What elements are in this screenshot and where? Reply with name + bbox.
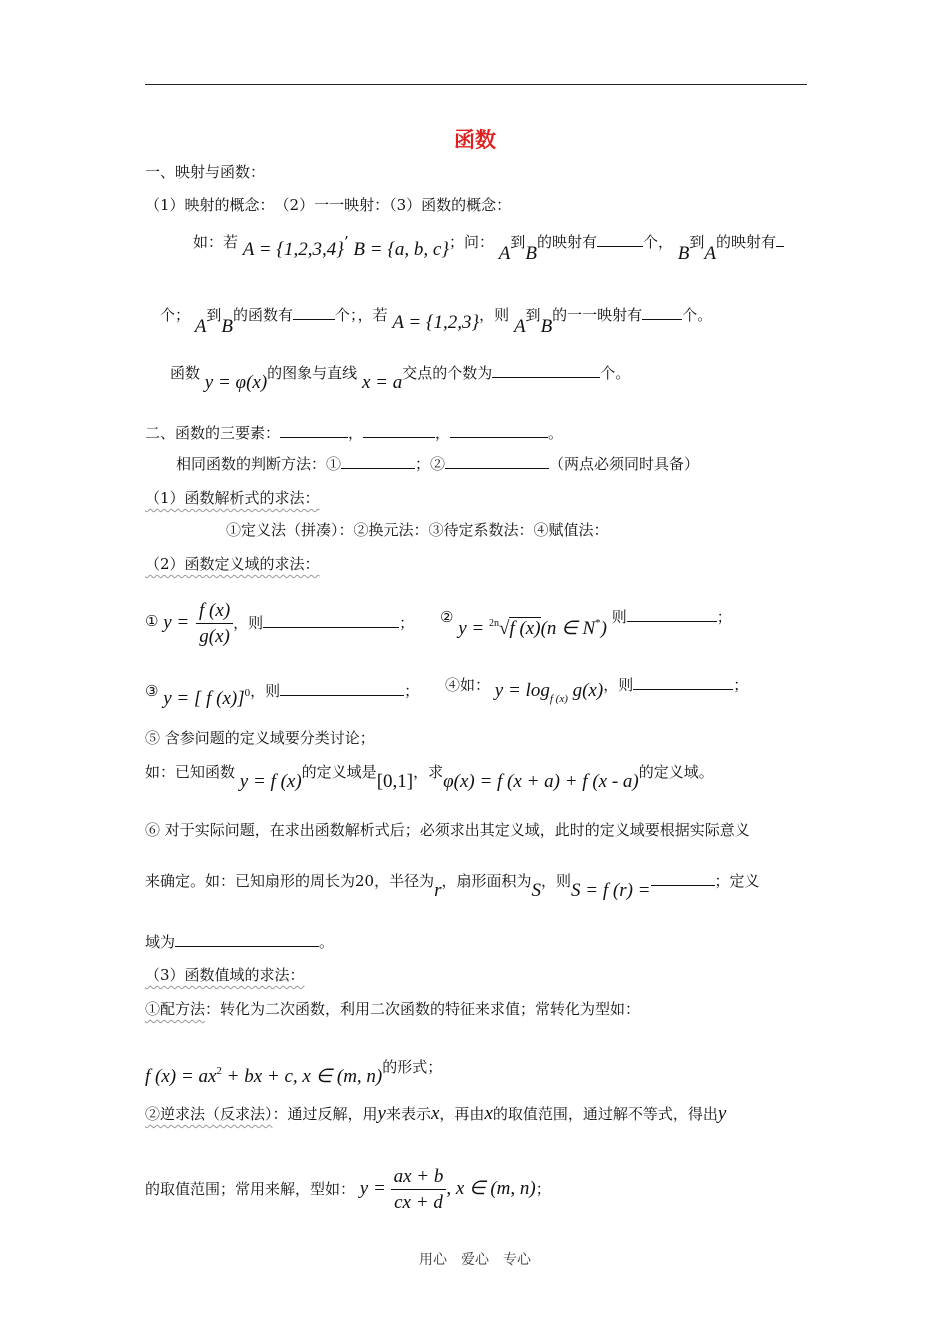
domain-case-6-line-3: 域为 。 xyxy=(145,933,335,951)
domain-case-6-line-2: 来确定。如：已知扇形的周长为20，半径为r，扇形面积为S，则S = f (r) = ；定义 xyxy=(145,872,760,901)
set-b-formula: B = {a, b, c} xyxy=(353,239,449,260)
line-x-eq-a: x = a xyxy=(361,372,403,393)
domain-case-5-example: 如：已知函数 y = f (x)的定义域是[0,1]，求φ(x) = f (x + a) + f (x - a)的定义域。 xyxy=(145,763,714,792)
domain-case-4: ④如： $y = \log_{f (x)} g(x)$，则 ； xyxy=(445,676,749,705)
range-method-1-form: f $(x) = ax^2$ + bx + c, x ∈ (m, n)的形式； xyxy=(145,1058,443,1087)
domain-case-2: ② y = $^{2n}$√f (x)(n ∈ N*) 则 ； xyxy=(440,608,732,639)
answer-blank[interactable] xyxy=(280,423,348,438)
answer-blank[interactable] xyxy=(627,607,717,622)
answer-blank[interactable] xyxy=(445,454,549,469)
answer-blank[interactable] xyxy=(293,305,335,320)
expression-methods-list: ①定义法（拼凑）：②换元法：③待定系数法：④赋值法： xyxy=(226,521,609,539)
answer-blank[interactable] xyxy=(492,363,600,378)
answer-blank[interactable] xyxy=(280,681,404,696)
answer-blank[interactable] xyxy=(363,423,435,438)
answer-blank[interactable] xyxy=(651,871,715,886)
fraction-f-over-g: $\frac{f (x)}{g(x)}$ xyxy=(196,600,233,648)
quadratic-form-formula: f $(x) = ax^2$ + bx + c, x ∈ (m, n) xyxy=(145,1065,383,1087)
range-method-2-line-2: 的取值范围；常用来解，型如： y = $\frac{ax + b}{cx + d}$ , x ∈ (m, n)； xyxy=(145,1166,551,1213)
mapping-example-line-1: 如：若 A = {1,2,3,4}’ B = {a, b, c}；问： A到B的映射有 个， B到A的映射有 xyxy=(193,231,784,253)
domain-case-6-line-1: ⑥ 对于实际问题，在求出函数解析式后；必须求出其定义域，此时的定义域要根据实际意义 xyxy=(145,821,750,839)
expression-methods-heading: （1）函数解析式的求法： xyxy=(145,489,320,507)
section-1-subtopics: （1）映射的概念： （2）一一映射：（3）函数的概念： xyxy=(145,196,512,214)
answer-blank[interactable] xyxy=(633,675,733,690)
domain-case-5: ⑤ 含参问题的定义域要分类讨论； xyxy=(145,729,375,747)
header-rule xyxy=(145,84,807,85)
range-methods-heading: （3）函数值域的求法： xyxy=(145,966,305,984)
range-method-2: ②逆求法（反求法）：通过反解，用y来表示x，再由x的取值范围，通过解不等式，得出y xyxy=(145,1103,727,1124)
answer-blank[interactable] xyxy=(776,232,784,247)
range-method-1: ①配方法：转化为二次函数，利用二次函数的特征来求值；常转化为型如： xyxy=(145,1000,641,1018)
page-footer: 用心 爱心 专心 xyxy=(419,1252,531,1268)
section-2-heading: 二、函数的三要素： ， ， 。 xyxy=(145,424,564,442)
domain-case-3: ③ y = [ f (x)]$^0$，则 ； xyxy=(145,682,420,709)
page-title: 函数 xyxy=(454,127,496,152)
section-1-heading: 一、映射与函数： xyxy=(145,163,266,181)
answer-blank[interactable] xyxy=(642,305,682,320)
answer-blank[interactable] xyxy=(175,932,319,947)
answer-blank[interactable] xyxy=(597,232,643,247)
answer-blank[interactable] xyxy=(341,454,415,469)
domain-case-1: ① y = $\frac{f (x)}{g(x)}$ ，则 ； xyxy=(145,600,415,647)
graph-intersection-line: 函数 y = φ(x)的图象与直线 x = a交点的个数为 个。 xyxy=(170,364,631,393)
same-function-criteria: 相同函数的判断方法：① ；② （两点必须同时具备） xyxy=(176,455,700,473)
phi-function-formula: y = φ(x) xyxy=(204,372,268,393)
set-a2-formula: A = {1,2,3} xyxy=(392,312,480,333)
set-a-formula: A = {1,2,3,4} xyxy=(242,239,344,260)
radical-sign: √ xyxy=(499,618,510,639)
mapping-example-line-2: 个； A到B的函数有 个；，若 A = {1,2,3}，则 A到B的一一映射有 个。 xyxy=(160,306,713,337)
root-index: 2n xyxy=(489,618,499,629)
fraction-linear-over-linear: $\frac{ax + b}{cx + d}$ xyxy=(391,1166,447,1214)
answer-blank[interactable] xyxy=(263,613,399,628)
domain-methods-heading: （2）函数定义域的求法： xyxy=(145,555,320,573)
answer-blank[interactable] xyxy=(450,423,548,438)
